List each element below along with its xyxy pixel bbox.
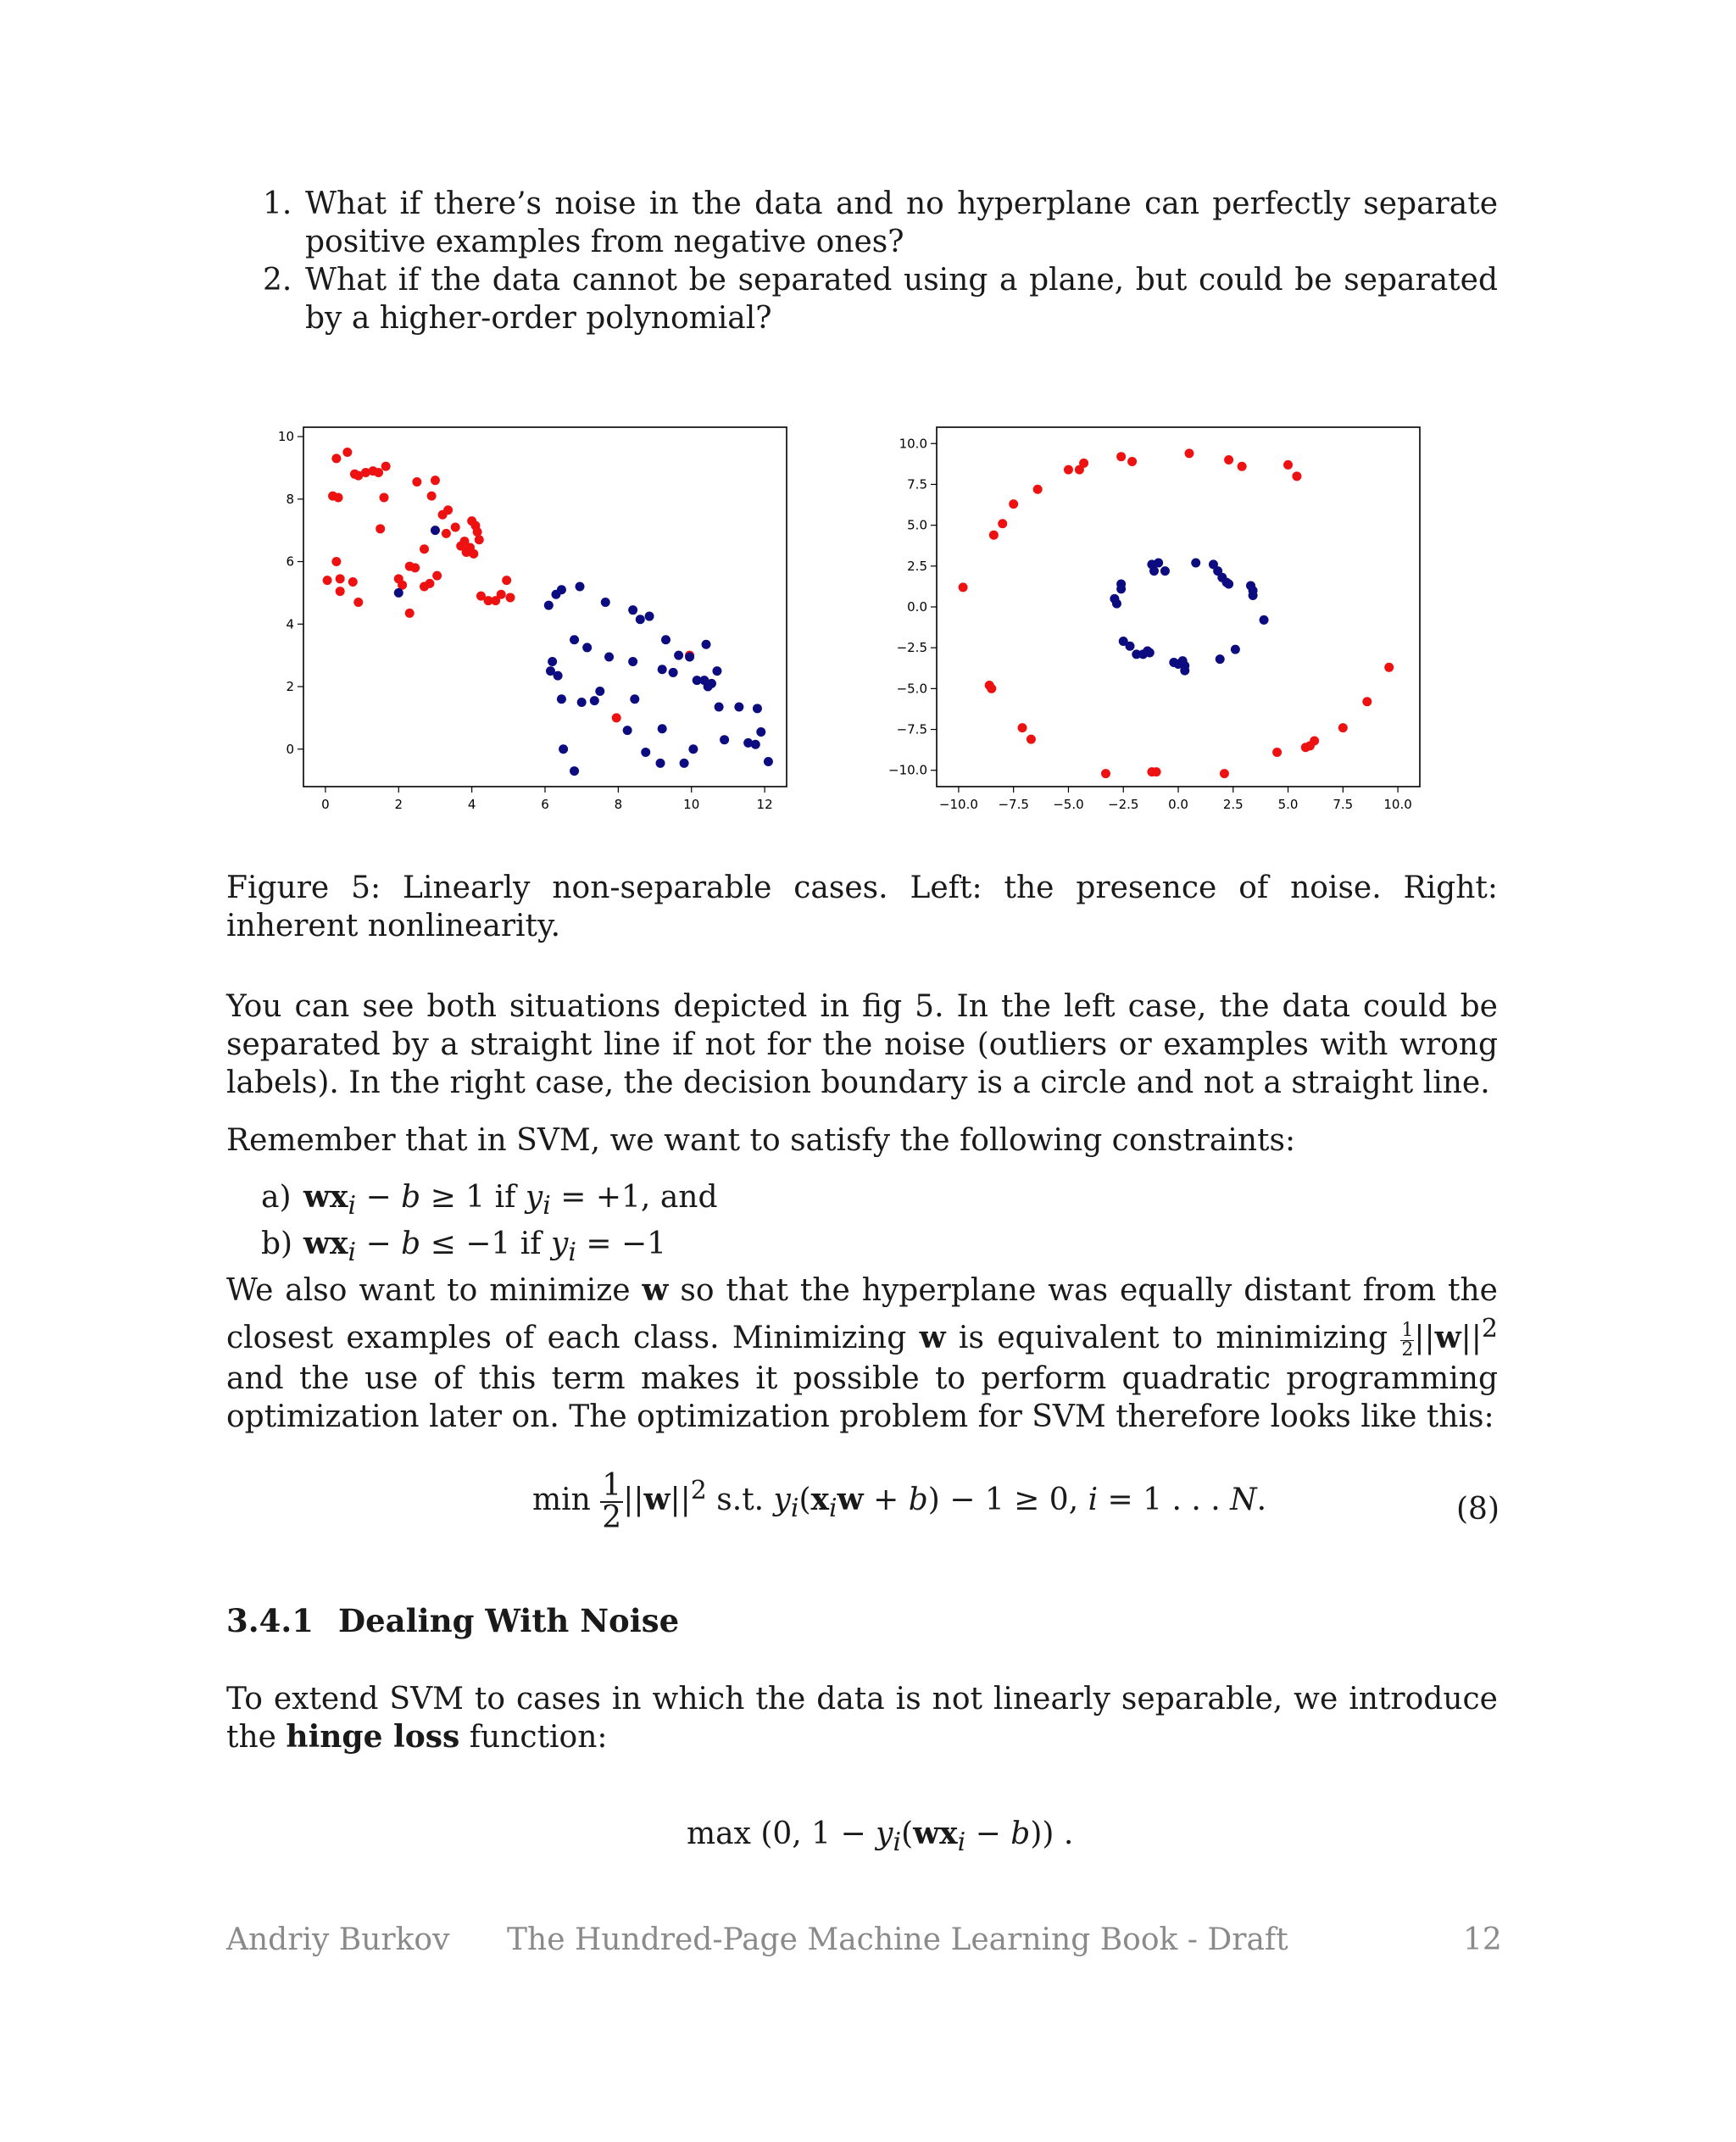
data-point xyxy=(431,476,440,485)
data-point xyxy=(1018,723,1027,732)
y-tick-label: 0.0 xyxy=(907,599,927,615)
y-tick-label: 6 xyxy=(286,554,294,570)
data-point xyxy=(331,557,341,566)
hinge-loss-formula: max (0, $1 - y_i(wx_i - b)$) . xyxy=(687,1816,1074,1858)
data-point xyxy=(702,640,711,649)
x-tick-label: 4 xyxy=(467,797,476,812)
data-point xyxy=(1009,499,1018,509)
paragraph: You can see both situations depicted in fig 5. In the left case, the data could be separated by a straight line if not for the noise (outliers or examples with wrong labels). In the right case, the decision boundary is a circle and not a straight line. xyxy=(226,989,1498,1100)
data-point xyxy=(334,492,343,502)
list-number: 2. xyxy=(263,263,292,298)
constraint-b: b) $wx_i - b \le -1$ if $y_i = -1$ xyxy=(261,1226,667,1268)
data-point xyxy=(623,726,632,735)
data-point xyxy=(1160,566,1170,576)
y-tick-label: 5.0 xyxy=(907,517,927,533)
data-point xyxy=(576,582,585,592)
data-point xyxy=(381,462,391,471)
data-point xyxy=(688,744,698,754)
data-point xyxy=(410,563,420,572)
data-point xyxy=(460,537,470,546)
data-point xyxy=(1231,645,1240,654)
data-point xyxy=(756,727,765,737)
data-point xyxy=(1064,465,1073,475)
data-point xyxy=(712,666,721,676)
data-point xyxy=(751,740,760,749)
x-tick-label: 8 xyxy=(614,797,623,812)
data-point xyxy=(636,615,645,624)
data-point xyxy=(1362,697,1372,706)
data-point xyxy=(380,492,389,502)
list-number: 1. xyxy=(263,186,292,221)
section-heading: 3.4.1 Dealing With Noise xyxy=(226,1602,680,1639)
data-point xyxy=(1101,769,1110,778)
data-point xyxy=(1116,452,1126,461)
data-point xyxy=(1149,566,1159,576)
x-tick-label: 2.5 xyxy=(1222,797,1244,812)
data-point xyxy=(1272,748,1282,757)
data-point xyxy=(451,522,460,531)
data-point xyxy=(557,694,566,704)
data-point xyxy=(656,759,665,768)
footer-book-title: The Hundred-Page Machine Learning Book - Draft xyxy=(507,1922,1288,1957)
data-point xyxy=(394,588,403,598)
question-list xyxy=(263,185,1498,337)
y-tick-label: 2 xyxy=(286,679,294,695)
paragraph: To extend SVM to cases in which the data is not linearly separable, we introduce the hinge loss function: xyxy=(226,1682,1498,1755)
data-point xyxy=(604,652,614,661)
data-point xyxy=(544,601,554,610)
data-point xyxy=(548,657,557,666)
data-point xyxy=(661,635,670,644)
equation-8: min $\frac{1}{2}$ $||w||^2$ s.t. $y_i(x_iw + b) - 1 \ge 0$, i = 1 . . . N. xyxy=(532,1468,1267,1535)
data-point xyxy=(469,549,478,559)
y-tick-label: 10.0 xyxy=(899,436,927,452)
data-point xyxy=(989,531,999,540)
data-point xyxy=(685,652,694,661)
data-point xyxy=(497,590,506,599)
data-point xyxy=(502,576,511,585)
y-tick-label: −7.5 xyxy=(896,721,927,737)
data-point xyxy=(353,598,363,607)
footer-author: Andriy Burkov xyxy=(226,1922,450,1957)
data-point xyxy=(601,598,610,607)
data-point xyxy=(331,453,341,463)
half-fraction: $\frac{1}{2}$ xyxy=(1401,1319,1414,1360)
data-point xyxy=(442,529,451,538)
data-point xyxy=(699,676,709,685)
data-point xyxy=(1126,642,1135,651)
data-point xyxy=(582,643,592,652)
data-point xyxy=(559,744,568,754)
paragraph: We also want to minimize w so that the hyperplane was equally distant from the closest examples of each class. Minimizing w is equivalent to minimizing $\frac{1}{2}$ $||w||^2$ and the use of this term makes it possible to perform quadratic programming optimization later on. The optimization problem for SVM therefore looks like this: xyxy=(226,1272,1498,1434)
data-point xyxy=(1338,723,1348,732)
data-point xyxy=(1283,460,1293,470)
data-point xyxy=(376,524,385,533)
data-point xyxy=(658,665,667,674)
x-tick-label: 0 xyxy=(321,797,330,812)
y-tick-label: −10.0 xyxy=(888,762,927,778)
data-point xyxy=(1216,654,1225,664)
data-point xyxy=(1310,737,1319,746)
data-point xyxy=(336,574,345,583)
paragraph: Remember that in SVM, we want to satisfy the following constraints: xyxy=(226,1123,1296,1158)
data-point xyxy=(405,609,415,618)
data-point xyxy=(1154,558,1163,567)
list-text: What if there’s noise in the data and no hyperplane can perfectly separate positive examples from negative ones? xyxy=(305,186,1498,259)
data-point xyxy=(336,587,345,596)
y-tick-label: −2.5 xyxy=(896,640,927,656)
data-point xyxy=(1220,769,1229,778)
data-point xyxy=(753,704,762,713)
data-point xyxy=(764,757,773,766)
data-point xyxy=(1079,459,1088,468)
data-point xyxy=(595,687,604,696)
data-point xyxy=(342,448,352,457)
data-point xyxy=(443,505,453,515)
data-point xyxy=(1238,462,1247,471)
y-tick-label: 0 xyxy=(286,741,294,757)
x-tick-label: 10.0 xyxy=(1383,797,1412,812)
data-point xyxy=(590,696,599,705)
y-tick-label: 7.5 xyxy=(907,476,927,492)
data-point xyxy=(669,668,678,677)
data-point xyxy=(1224,455,1233,465)
data-point xyxy=(658,724,667,733)
data-point xyxy=(1224,580,1233,589)
footer-page-number: 12 xyxy=(1463,1922,1502,1957)
data-point xyxy=(348,577,358,587)
data-point xyxy=(987,684,996,693)
y-tick-label: 2.5 xyxy=(907,558,927,574)
data-point xyxy=(998,519,1007,528)
x-tick-label: 0.0 xyxy=(1168,797,1188,812)
y-tick-label: 10 xyxy=(277,429,294,445)
constraint-a: a) $wx_i - b \ge 1$ if $y_i = +1$, and xyxy=(261,1179,718,1221)
x-tick-label: 2 xyxy=(394,797,403,812)
y-tick-label: −5.0 xyxy=(896,681,927,697)
list-item xyxy=(263,261,1498,337)
figure-caption: Figure 5: Linearly non-separable cases. Left: the presence of noise. Right: inherent nonlinearity. xyxy=(226,871,1498,943)
list-text: What if the data cannot be separated using a plane, but could be separated by a higher-order polynomial? xyxy=(305,263,1498,336)
data-point xyxy=(1180,666,1189,676)
data-point xyxy=(645,612,654,621)
data-point xyxy=(959,582,968,592)
data-point xyxy=(1292,471,1301,481)
data-point xyxy=(323,576,332,585)
list-item xyxy=(263,185,1498,261)
scatter-plot-nonlinear xyxy=(882,415,1441,822)
data-point xyxy=(1184,448,1194,458)
data-point xyxy=(1112,599,1121,609)
y-tick-label: 8 xyxy=(286,491,294,507)
data-point xyxy=(374,468,383,477)
x-tick-label: 7.5 xyxy=(1333,797,1354,812)
data-point xyxy=(628,657,637,666)
data-point xyxy=(570,766,579,776)
data-point xyxy=(1033,485,1043,494)
data-point xyxy=(1260,615,1269,625)
data-point xyxy=(570,635,579,644)
data-point xyxy=(674,651,683,660)
data-point xyxy=(557,585,566,594)
data-point xyxy=(1249,591,1258,600)
x-tick-label: 12 xyxy=(756,797,773,812)
data-point xyxy=(628,605,637,615)
x-tick-label: 10 xyxy=(683,797,700,812)
y-tick-label: 4 xyxy=(286,616,294,632)
data-point xyxy=(412,477,421,487)
data-point xyxy=(715,702,724,711)
data-point xyxy=(734,702,743,711)
data-point xyxy=(1152,767,1161,776)
x-tick-label: 5.0 xyxy=(1277,797,1299,812)
data-point xyxy=(475,535,484,544)
data-point xyxy=(1027,735,1036,744)
data-point xyxy=(1191,558,1200,567)
data-point xyxy=(431,526,440,535)
data-point xyxy=(1116,580,1126,589)
x-tick-label: −5.0 xyxy=(1053,797,1084,812)
constraints-list xyxy=(261,1178,718,1271)
x-tick-label: −10.0 xyxy=(938,797,978,812)
equation-number: (8) xyxy=(1456,1492,1500,1527)
data-point xyxy=(1145,648,1155,657)
scatter-plot-noise xyxy=(254,415,797,822)
data-point xyxy=(425,579,434,588)
x-tick-label: −7.5 xyxy=(998,797,1029,812)
data-point xyxy=(1384,663,1394,672)
constraint-label: a) xyxy=(261,1180,292,1215)
data-point xyxy=(427,492,437,501)
x-tick-label: −2.5 xyxy=(1108,797,1139,812)
constraint-label: b) xyxy=(261,1227,293,1262)
x-tick-label: 6 xyxy=(541,797,549,812)
data-point xyxy=(420,544,429,554)
data-point xyxy=(1127,457,1137,466)
data-point xyxy=(505,593,515,602)
data-point xyxy=(577,698,587,707)
data-point xyxy=(630,694,639,704)
data-point xyxy=(720,735,729,744)
data-point xyxy=(432,571,442,581)
data-point xyxy=(641,748,650,757)
data-point xyxy=(680,759,689,768)
data-point xyxy=(554,671,563,681)
data-point xyxy=(473,527,482,537)
plot-frame xyxy=(937,427,1420,787)
data-point xyxy=(612,713,621,722)
